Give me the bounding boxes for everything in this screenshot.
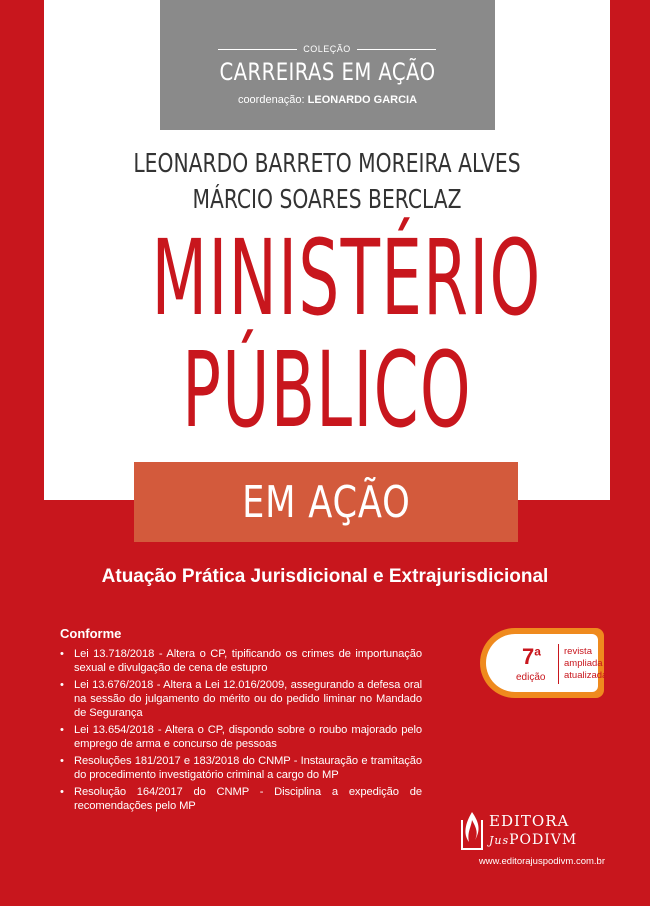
collection-label: COLEÇÃO xyxy=(303,44,351,54)
publisher-logo xyxy=(455,808,605,868)
coordinator-name: LEONARDO GARCIA xyxy=(307,94,418,106)
divider-right xyxy=(357,49,436,50)
collection-title: CARREIRAS EM AÇÃO xyxy=(219,58,436,86)
title-line-2: PÚBLICO xyxy=(182,329,472,451)
coordination-prefix: coordenação: xyxy=(237,94,305,106)
edition-badge xyxy=(480,628,608,698)
publisher-url: www.editorajuspodivm.com.br xyxy=(478,856,605,867)
author-1: LEONARDO BARRETO MOREIRA ALVES xyxy=(133,149,521,179)
title-line-1: MINISTÉRIO xyxy=(151,217,542,339)
list-item: • Lei 13.676/2018 - Altera a Lei 12.016/2009, assegurando a defesa oral na sessão do julgamento do mérito ou do pedido liminar no Mandado de Segurança xyxy=(60,678,422,720)
edition-badge-inner xyxy=(486,634,608,692)
title-banner xyxy=(134,462,518,542)
publisher-subname xyxy=(489,832,577,848)
edition-notes xyxy=(564,646,607,682)
publisher-jus: Jus xyxy=(489,834,510,847)
list-item: • Resolução 164/2017 do CNMP - Disciplina a expedição de recomendações pelo MP xyxy=(60,785,422,813)
conforme-section xyxy=(60,626,422,816)
edition-word: edição xyxy=(516,672,546,683)
author-2: MÁRCIO SOARES BERCLAZ xyxy=(192,185,462,215)
edition-note: revista xyxy=(564,646,592,657)
divider-left xyxy=(218,49,297,50)
collection-label-row xyxy=(218,42,436,56)
edition-note: atualizada xyxy=(564,670,608,681)
title-banner-text: EM AÇÃO xyxy=(241,476,411,528)
collection-box xyxy=(160,0,495,130)
edition-divider xyxy=(558,644,559,684)
publisher-name: EDITORA xyxy=(489,812,570,830)
edition-number-value: 7 xyxy=(522,644,535,669)
publisher-podivm: PODIVM xyxy=(509,832,578,848)
conforme-list xyxy=(60,647,422,813)
list-item: • Lei 13.654/2018 - Altera o CP, dispondo sobre o roubo majorado pelo emprego de arma e concurso de pessoas xyxy=(60,723,422,751)
list-item: • Lei 13.718/2018 - Altera o CP, tipificando os crimes de importunação sexual e divulgação de cena de estupro xyxy=(60,647,422,675)
flame-icon xyxy=(459,810,485,852)
authors xyxy=(44,146,610,218)
conforme-heading: Conforme xyxy=(60,626,122,641)
subtitle: Atuação Prática Jurisdicional e Extrajurisdicional xyxy=(101,566,549,587)
main-title xyxy=(44,217,610,451)
collection-coordination xyxy=(160,94,495,106)
edition-number xyxy=(522,644,541,670)
list-item: • Resoluções 181/2017 e 183/2018 do CNMP - Instauração e tramitação do procedimento investigatório criminal a cargo do MP xyxy=(60,754,422,782)
edition-note: ampliada xyxy=(564,658,603,669)
edition-ordinal: a xyxy=(534,644,541,659)
